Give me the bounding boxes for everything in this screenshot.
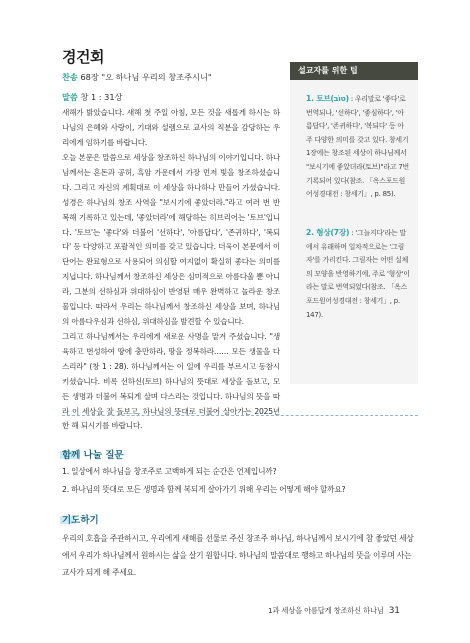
sermon-paragraph-1: 새해가 밝았습니다. 새해 첫 주일 아침, 모든 것을 새롭게 하시는 하나님의 은혜와 사랑이, 기대와 설렘으로 교사의 직분을 감당하는 우리에게 임하기를 바랍니다.	[62, 108, 280, 147]
tip-item-1	[306, 92, 410, 202]
section-divider	[62, 415, 418, 416]
hymn-text: 68장 "오 하나님 우리의 창조주시니"	[80, 72, 212, 82]
tips-tag	[290, 62, 418, 80]
footer-lesson-title: 1과 세상을 아름답게 창조하신 하나님	[268, 606, 384, 615]
prayer-title	[62, 512, 99, 526]
tip-2-body: : '그늘지다'라는 말에서 유래하며 일차적으로는 '그림자'를 가리킨다. 그림자는 어떤 실체의 모양을 반영하기에, 주로 '형상'이라는 말로 번역되었다(참조. 「옥스포드원어성경대전 : 창세기」, p. 147).	[306, 229, 410, 319]
tip-1-body: : 우리말로 '좋다'로 번역되나, '선하다', '좋심하다', '아름답다', '존귀하다', '복되다' 등 아주 다양한 의미를 갖고 있다. 창세기 1장에는 창조된 세상이 하나님께서 "보시기에 좋았더라(토브)"라고 7번 기록되어 있다(참조. 「옥스포드원어성경대전 : 창세기」, p. 85).	[306, 95, 410, 199]
tip-1-head: 1. 토브(טוֹב)	[306, 94, 349, 103]
discussion-question-1: 1. 일상에서 하나님을 창조주로 고백하게 되는 순간은 언제입니까?	[62, 467, 277, 476]
page-title: 경건회	[62, 48, 104, 66]
tip-2-head: 2. 형상(7장)	[306, 228, 350, 237]
hymn-line	[62, 72, 212, 83]
discussion-title	[62, 447, 124, 461]
discussion-title-text: 함께 나눌 질문	[62, 450, 124, 461]
discussion-question-2: 2. 하나님의 뜻대로 모든 생명과 함께 복되게 살아가기 위해 우리는 어떻게 해야 할까요?	[62, 485, 346, 494]
tips-tag-label: 설교자를 위한 팁	[298, 66, 358, 75]
sermon-paragraph-3: 그리고 하나님께서는 우리에게 새로운 사명을 맡겨 주셨습니다. "생육하고 번성하여 땅에 충만하라, 땅을 정복하라…… 모든 생물을 다스리라" (창 1 : 28). 하나님께서는 이 일에 우리를 부르시고 동참시키셨습니다. 비록 선하신(토브) 하나님의 뜻대로 세상을 돌보고, 모든 생명과 더불어 복되게 살며 다스리는 것입니다. 하나님의 뜻을 따라 이 세상을 잘 돌보고, 하나님의 뜻대로 더불어 살아가는 2025년 한 해 되시기를 바랍니다.	[62, 332, 280, 431]
page-number: 31	[388, 606, 400, 616]
scripture-line	[62, 92, 122, 103]
sermon-paragraph-2: 오늘 본문은 말씀으로 세상을 창조하신 하나님의 이야기입니다. 하나님께서는 혼돈과 공허, 흑암 가운데서 가장 먼저 빛을 창조하셨습니다. 그리고 자신의 계획대로 이 세상을 하나하나 만들어 가셨습니다. 성경은 하나님의 창조 사역을 "보시기에 좋았더라."라고 여러 번 반복해 기록하고 있는데, '좋았더라'에 해당하는 히브리어는 '토브'입니다. '토브'는 '좋다'와 더불어 '선하다', '아름답다', '존귀하다', '복되다' 등 다양하고 포괄적인 의미를 갖고 있습니다. 더욱이 본문에서 이 단어는 완료형으로 사용되어 의심할 여지없이 확실히 좋다는 의미를 지닙니다. 하나님께서 창조하신 세상은 심미적으로 아름다울 뿐 아니라, 그분의 선하심과 위대하심이 반영된 매우 완벽하고 놀라운 창조물입니다. 따라서 우리는 하나님께서 창조하신 세상을 보며, 하나님의 아름다우심과 선하심, 위대하심을 발견할 수 있습니다.	[62, 153, 280, 326]
tip-item-2	[306, 226, 410, 322]
page-footer	[268, 606, 400, 616]
prayer-title-text: 기도하기	[62, 515, 99, 526]
scripture-text: 창 1 : 31상	[80, 92, 123, 102]
hymn-label: 찬송	[62, 72, 78, 82]
prayer-text: 우리의 호흡을 주관하시고, 우리에게 새해를 선물로 주신 창조주 하나님, 하나님께서 보시기에 참 좋았던 세상에서 우리가 하나님께서 원하시는 삶을 살기 원합니다. 하나님의 말씀대로 행하고 하나님의 뜻을 이루며 사는 교사가 되게 해 주세요.	[62, 534, 414, 577]
scripture-label: 말씀	[62, 92, 78, 102]
